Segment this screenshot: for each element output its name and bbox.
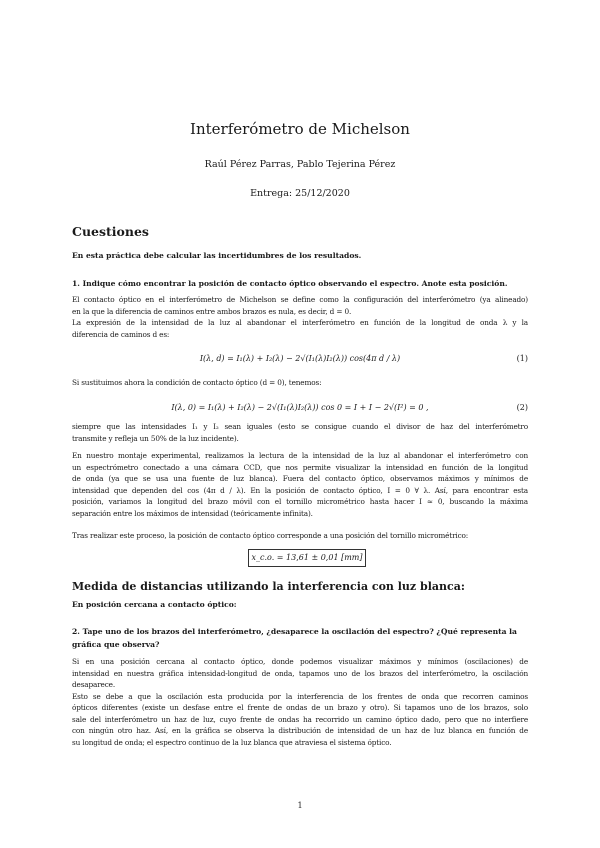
paragraph-intensidades — [72, 421, 528, 444]
text-line: 2. Tape uno de los brazos del interferómetro, ¿desaparece la oscilación del espectro? ¿Qué representa la — [72, 627, 517, 636]
text-line: gráfica que observa? — [72, 640, 160, 649]
equation-2-number: (2) — [516, 403, 528, 412]
paragraph-contacto-optico — [72, 294, 528, 340]
submission-date: Entrega: 25/12/2020 — [250, 188, 350, 199]
text-line: intensidad que dependen del cos (4π d / λ). En la posición de contacto óptico, I = 0 ∀ λ. Así, para encontrar esta — [72, 485, 528, 495]
paragraph-resultado — [72, 530, 528, 542]
text-line: su longitud de onda; el espectro continuo de la luz blanca que atraviesa el sistema óptico. — [72, 737, 392, 747]
paper-title: Interferómetro de Michelson — [190, 120, 410, 138]
question-1: 1. Indique cómo encontrar la posición de contacto óptico observando el espectro. Anote esta posición. — [72, 279, 508, 288]
text-line: transmite y refleja un 50% de la luz incidente). — [72, 433, 239, 443]
paragraph-tapar-brazo — [72, 656, 528, 748]
text-line: En nuestro montaje experimental, realizamos la lectura de la intensidad de la luz al abandonar el interferómetro con — [72, 451, 528, 460]
paragraph-montaje — [72, 450, 528, 519]
text-line: posición, variamos la longitud del brazo móvil con el tornillo micrométrico hasta hacer I ≈ 0, buscando la máxima — [72, 497, 528, 506]
result-box: x_c.o. = 13,61 ± 0,01 [mm] — [248, 549, 366, 567]
text-line: desaparece. — [72, 680, 115, 689]
question-2 — [72, 625, 528, 651]
text-line: siempre que las intensidades I₁ y I₂ sean iguales (esto se consigue cuando el divisor de haz del interferómetro — [72, 422, 528, 431]
text-line: diferencia de caminos d es: — [72, 329, 170, 339]
intro-note: En esta práctica debe calcular las incertidumbres de los resultados. — [72, 251, 362, 260]
equation-1-formula: I(λ, d) = I₁(λ) + I₂(λ) − 2√(I₁(λ)I₂(λ)) cos(4π d / λ) — [199, 354, 401, 363]
text-line: intensidad en nuestra gráfica intensidad-longitud de onda, tapamos uno de los brazos del interferómetro, la oscilación — [72, 668, 528, 678]
text-line: de onda (ya que se usa una fuente de luz blanca). Fuera del contacto óptico, observamos máximos y mínimos de — [72, 474, 528, 483]
text-line: La expresión de la intensidad de la luz al abandonar el interferómetro en función de la longitud de onda λ y la — [72, 318, 528, 327]
text-line: ópticos diferentes (existe un desfase entre el frente de ondas de un brazo y otro). Si tapamos uno de los brazos, solo — [72, 703, 528, 712]
page-number: 1 — [297, 801, 303, 810]
text-line: con ningún otro haz. Así, en la gráfica se observa la distribución de intensidad de un haz de luz blanca en función de — [72, 726, 528, 735]
equation-2-formula: I(λ, 0) = I₁(λ) + I₂(λ) − 2√(I₁(λ)I₂(λ)) cos 0 = I + I − 2√(I²) = 0 , — [171, 403, 429, 412]
text-line: Si sustituimos ahora la condición de contacto óptico (d = 0), tenemos: — [72, 378, 322, 387]
text-line: Esto se debe a que la oscilación esta producida por la interferencia de los frentes de onda que recorren caminos — [72, 691, 528, 701]
text-line: Si en una posición cercana al contacto óptico, donde podemos visualizar máximos y mínimos (oscilaciones) de — [72, 657, 528, 666]
authors: Raúl Pérez Parras, Pablo Tejerina Pérez — [204, 159, 396, 170]
section-heading-medida: Medida de distancias utilizando la interferencia con luz blanca: — [72, 580, 465, 593]
text-line: Tras realizar este proceso, la posición de contacto óptico corresponde a una posición del tornillo micrométrico: — [72, 531, 469, 540]
section-heading-cuestiones: Cuestiones — [72, 224, 149, 239]
text-line: un espectrómetro conectado a una cámara CCD, que nos permite visualizar la intensidad en función de la longitud — [72, 462, 528, 472]
text-line: en la que la diferencia de caminos entre ambos brazos es nula, es decir, d = 0. — [72, 306, 352, 316]
text-line: sale del interferómetro un haz de luz, cuyo frente de ondas ha recorrido un camino óptico dado, pero que no interfiere — [72, 714, 528, 724]
paragraph-sustitucion — [72, 377, 528, 389]
subsection-heading: En posición cercana a contacto óptico: — [72, 600, 237, 609]
text-line: El contacto óptico en el interferómetro de Michelson se define como la configuración del interferómetro (ya alineado) — [72, 295, 528, 304]
text-line: separación entre los máximos de intensidad (teóricamente infinita). — [72, 508, 313, 518]
equation-1-number: (1) — [516, 354, 528, 363]
